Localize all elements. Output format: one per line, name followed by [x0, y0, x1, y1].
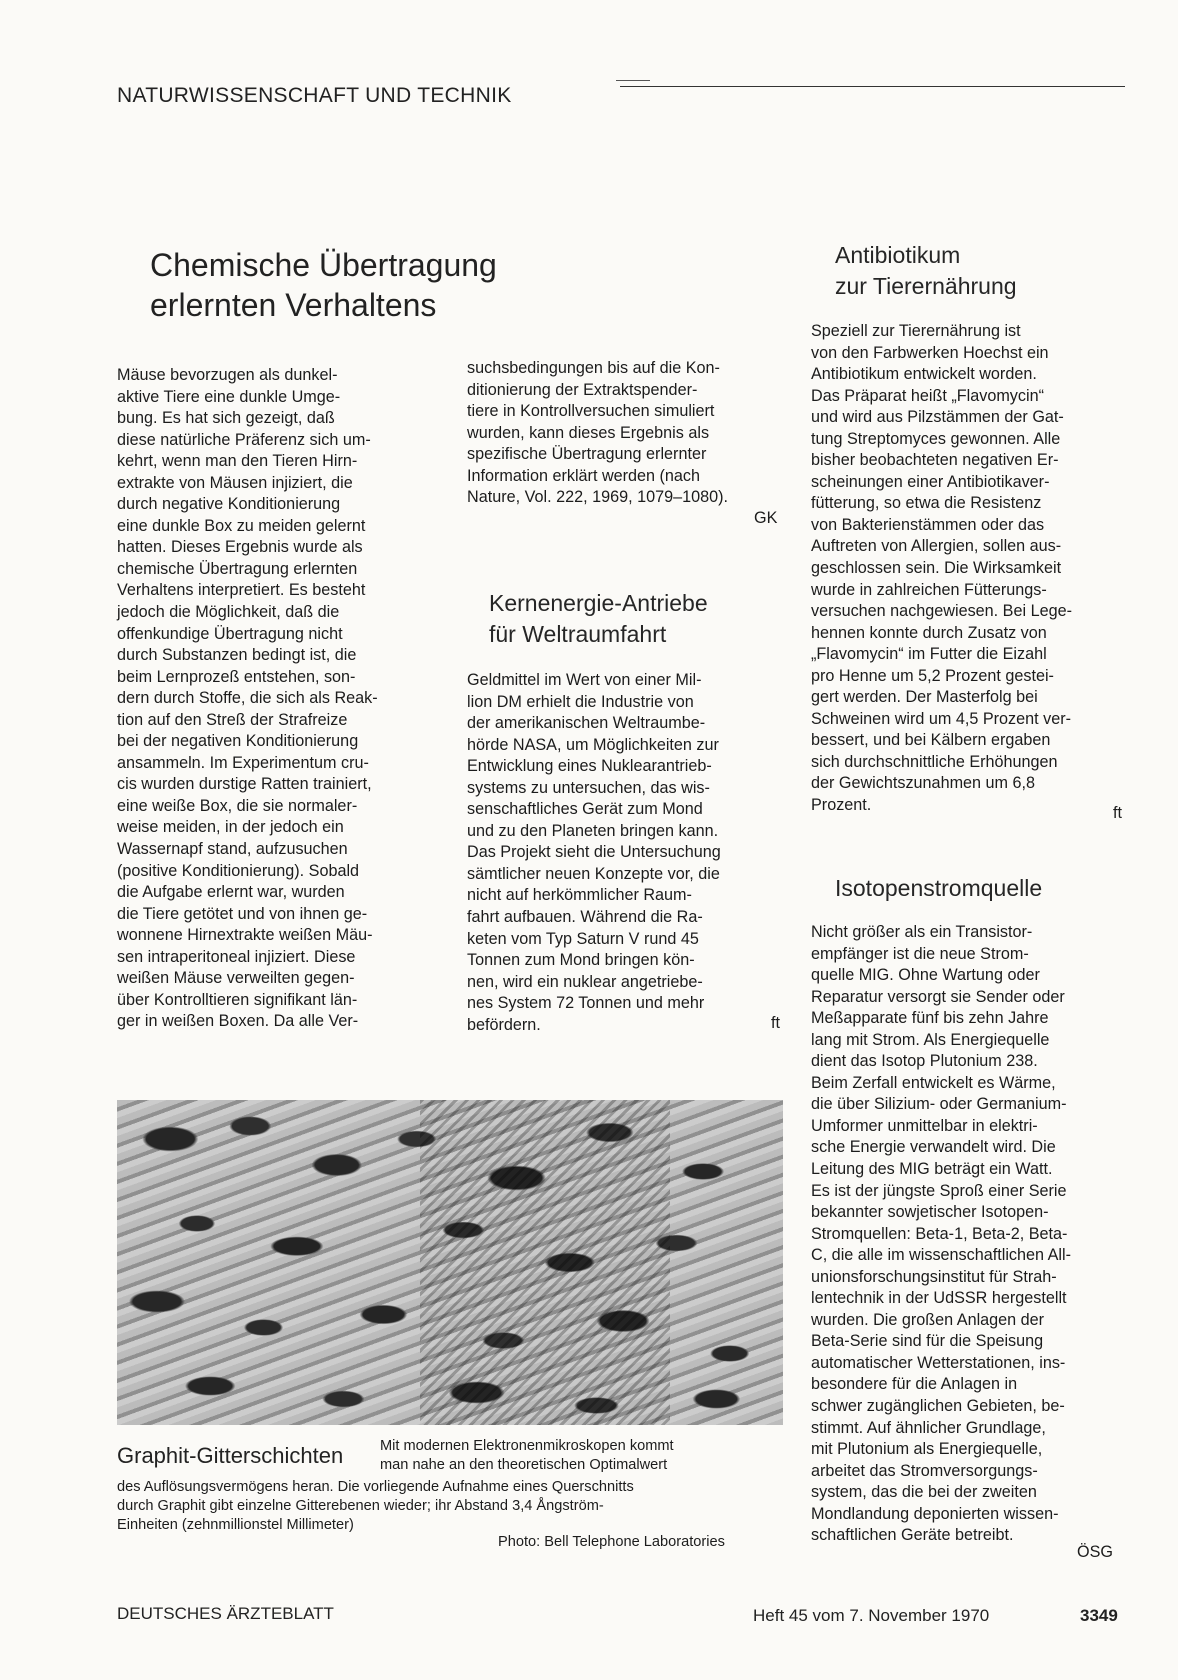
header-rule-accent: [616, 80, 650, 81]
footer-journal-name: DEUTSCHES ÄRZTEBLATT: [117, 1604, 334, 1623]
article-body: Geldmittel im Wert von einer Mil- lion DM erhielt die Industrie von der amerikanischen Weltraumbe- hörde NASA, um Möglichkeiten zur Entwicklung eines Nuklearantrieb- systems zu untersuchen, das wis- senschaftliches Gerät zum Mond und zu den Planeten bringen kann. Das Projekt sieht die Untersuchung sämtlicher neuen Konzepte vor, die nicht auf herkömmlicher Raum- fahrt aufbauen. Während die Ra- keten vom Typ Saturn V rund 45 Tonnen zum Mond bringen kön- nen, wird ein nuklear angetriebe- nes System 72 Tonnen und mehr befördern.: [467, 671, 721, 1034]
micrograph-texture: [420, 1100, 670, 1425]
article-body: Nicht größer als ein Transistor- empfänger ist die neue Strom- quelle MIG. Ohne Wartung oder Reparatur versorgt sie Sender oder Meßapparate fünf bis zehn Jahre lang mit Strom. Als Energiequelle dient das Isotop Plutonium 238. Beim Zerfall entwickelt es Wärme, die über Silizium- oder Germanium- Umformer unmittelbar in elektri- sche Energie verwandelt wird. Die Leitung des MIG beträgt ein Watt. Es ist der jüngste Sproß einer Serie bekannter sowjetischer Isotopen- Stromquellen: Beta-1, Beta-2, Beta- C, die alle im wissenschaftlichen All- unionsforschungsinstitut für Strah- lentechnik in der UdSSR hergestellt wurden. Die großen Anlagen der Beta-Serie sind für die Speisung automatischer Wetterstationen, ins- besondere für die Anlagen in schwer zugänglichen Gebieten, be- stimmt. Auf ähnlicher Grundlage, mit Plutonium als Energiequelle, arbeitet das Stromversorgungs- system, das die bei der zweiten Mondlandung deponierten wissen- schaftlichen Geräte betreibt.: [811, 923, 1072, 1545]
article-title: [835, 240, 1017, 302]
page-number: 3349: [1080, 1606, 1118, 1625]
article-title-line: Antibiotikum: [835, 242, 961, 268]
figure-caption-text: des Auflösungsvermögens heran. Die vorliegende Aufnahme eines Querschnitts durch Graphit gibt einzelne Gitterebenen wieder; ihr Abstand 3,4 Ångström- Einheiten (zehnmillionstel Millimeter): [117, 1479, 634, 1533]
header-rule: [620, 86, 1125, 87]
article-title-line: erlernten Verhaltens: [150, 287, 437, 323]
article-title: Isotopenstromquelle: [835, 875, 1043, 901]
article-title: [150, 245, 497, 325]
author-signature: GK: [754, 509, 778, 527]
article-title-line: zur Tierernährung: [835, 273, 1017, 299]
article-title-line: für Weltraumfahrt: [489, 621, 667, 647]
article-title-line: Kernenergie-Antriebe: [489, 590, 708, 616]
author-signature: ÖSG: [1077, 1543, 1113, 1561]
article-title: [489, 588, 708, 650]
article-column: suchsbedingungen bis auf die Kon- ditionierung der Extraktspender- tiere in Kontrollversuchen simuliert wurden, kann dieses Ergebnis als spezifische Übertragung erlernter Information erklärt werden (nach Nature, Vol. 222, 1969, 1079–1080).: [467, 359, 728, 507]
photo-credit: Photo: Bell Telephone Laboratories: [498, 1534, 725, 1550]
footer-issue-date: Heft 45 vom 7. November 1970: [753, 1606, 990, 1625]
article-body: Speziell zur Tierernährung ist von den Farbwerken Hoechst ein Antibiotikum entwickelt worden. Das Präparat heißt „Flavomycin“ und wird aus Pilzstämmen der Gat- tung Streptomyces gewonnen. Alle bisher beobachteten negativen Er- scheinungen einer Antibiotikaver- fütterung, so etwa die Resistenz von Bakterienstämmen oder das Auftreten von Allergien, sollen aus- geschlossen sein. Die Wirksamkeit wurde in zahlreichen Fütterungs- versuchen nachgewiesen. Bei Lege- hennen konnte durch Zusatz von „Flavomycin“ im Futter die Eizahl pro Henne um 5,2 Prozent gestei- gert werden. Der Masterfolg bei Schweinen wird um 4,5 Prozent ver- bessert, und bei Kälbern ergaben sich durchschnittliche Erhöhungen der Gewichtszunahmen um 6,8 Prozent.: [811, 322, 1072, 815]
article-column: Mäuse bevorzugen als dunkel- aktive Tiere eine dunkle Umge- bung. Es hat sich gezeigt, daß diese natürliche Präferenz sich um- kehrt, wenn man den Tieren Hirn- extrakte von Mäusen injiziert, die durch negative Konditionierung eine dunkle Box zu meiden gelernt hatten. Dieses Ergebnis wurde als chemische Übertragung erlernten Verhaltens interpretiert. Es besteht jedoch die Möglichkeit, daß die offenkundige Übertragung nicht durch Substanzen bedingt ist, die beim Lernprozeß entstehen, son- dern durch Stoffe, die sich als Reak- tion auf den Streß der Strafreize bei der negativen Konditionierung ansammeln. Im Experimentum cru- cis wurden durstige Ratten trainiert, eine weiße Box, die sie normaler- weise meiden, in der jedoch ein Wassernapf stand, aufzusuchen (positive Konditionierung). Sobald die Aufgabe erlernt war, wurden die Tiere getötet und von ihnen ge- wonnene Hirnextrakte weißen Mäu- sen intraperitoneal injiziert. Diese weißen Mäuse verweilten gegen- über Kontrolltieren signifikant län- ger in weißen Boxen. Da alle Ver-: [117, 366, 378, 1031]
author-signature: ft: [771, 1014, 780, 1032]
section-header: NATURWISSENSCHAFT UND TECHNIK: [117, 84, 512, 107]
author-signature: ft: [1113, 804, 1122, 822]
figure-caption-intro: Mit modernen Elektronenmikroskopen kommt man nahe an den theoretischen Optimalwert: [380, 1438, 674, 1473]
figure-caption-title: Graphit-Gitterschichten: [117, 1443, 344, 1468]
article-title-line: Chemische Übertragung: [150, 247, 497, 283]
